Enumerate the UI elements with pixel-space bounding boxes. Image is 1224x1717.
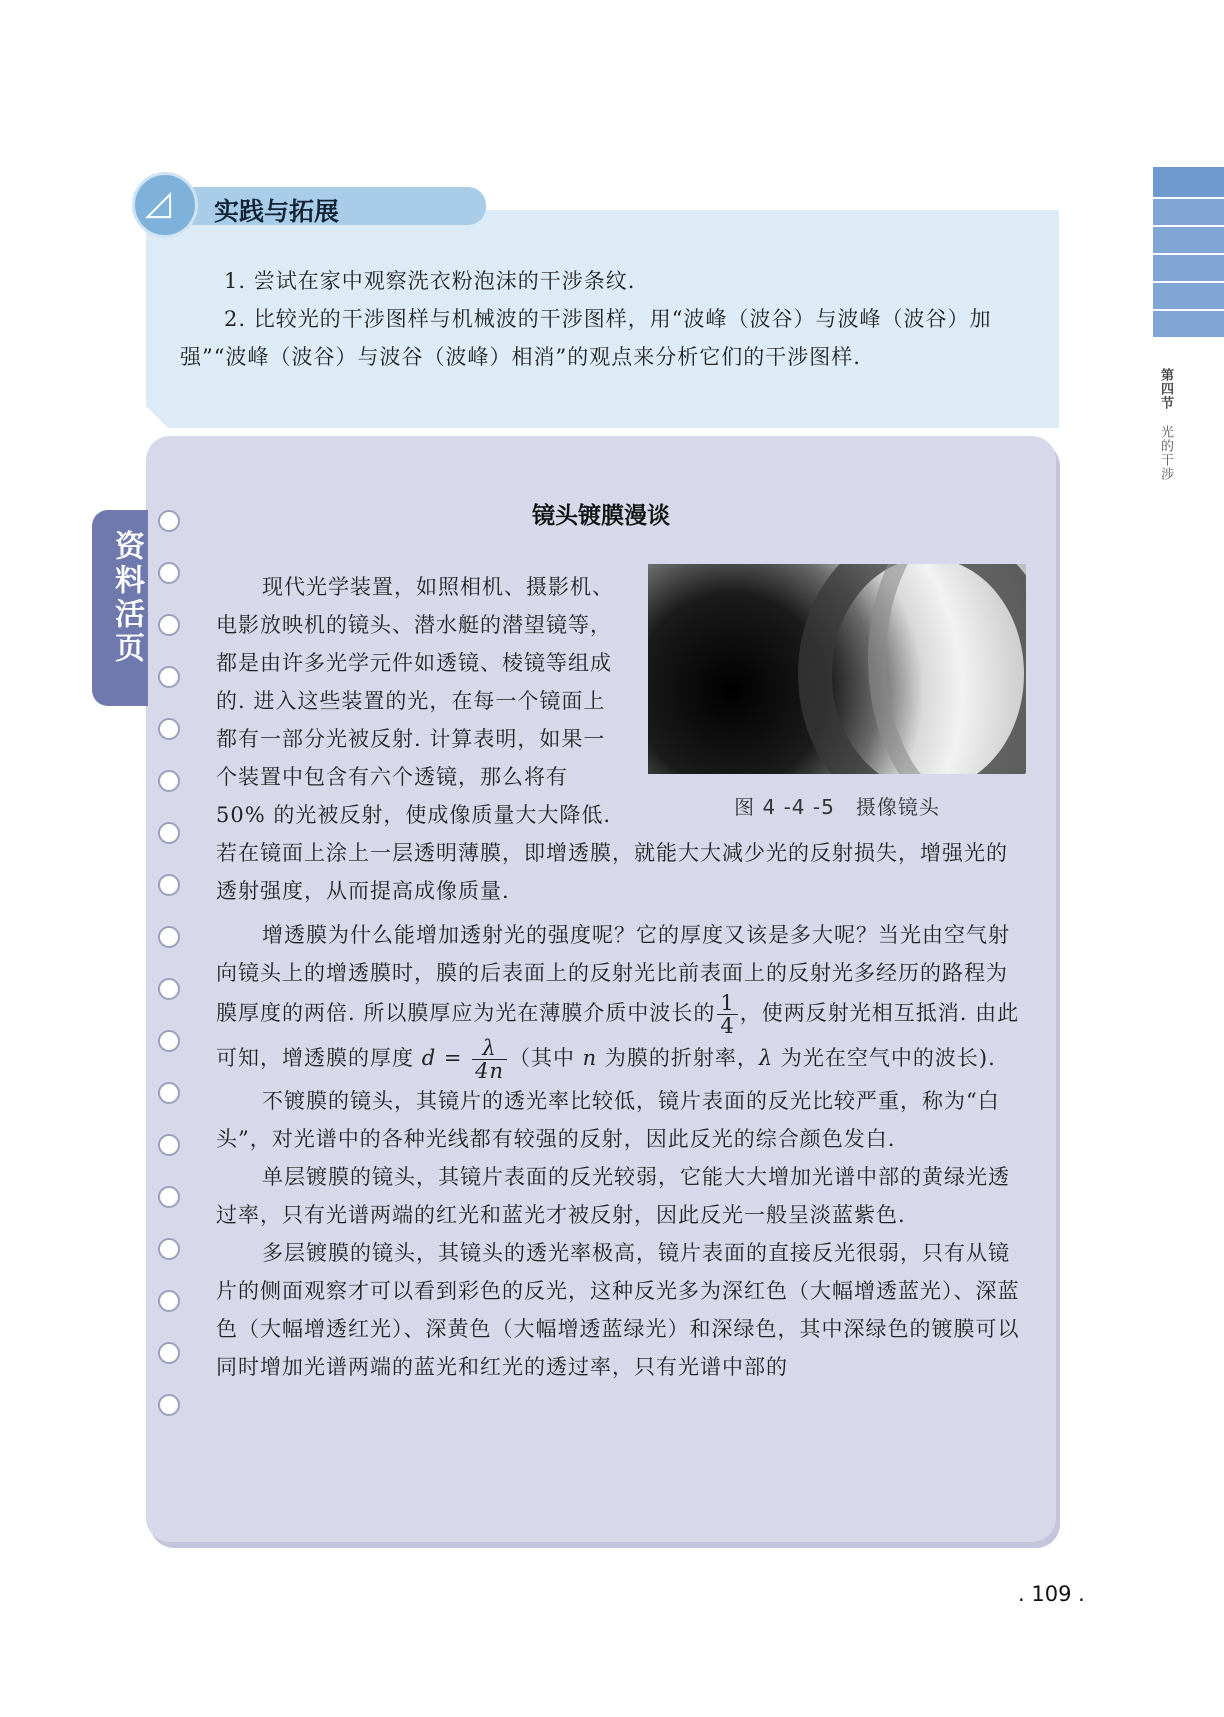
info-tab: [92, 510, 148, 706]
paragraph: 单层镀膜的镜头，其镜片表面的反光较弱，它能大大增加光谱中部的黄绿光透过率，只有光谱两端的红光和蓝光才被反射，因此反光一般呈淡蓝紫色.: [216, 1165, 1010, 1227]
figure: [648, 564, 1026, 826]
paragraph: 现代光学装置，如照相机、摄影机、电影放映机的镜头、潜水艇的潜望镜等，都是由许多光学元件如透镜、棱镜等组成的. 进入这些装置的光，在每一个镜面上都有一部分光被反射. 计算表明，如果一个装置中包含有六个透镜，那么将有 50% 的光被反射，使成像质量大大降低. 若在镜面上涂上一层透明薄膜，即增透膜，就能大大减少光的反射损失，增强光的透射强度，从而提高成像质量.: [216, 575, 1008, 903]
side-tab: [1153, 227, 1224, 253]
info-tab-label: 资料活页: [109, 530, 144, 666]
binder-ring: [158, 770, 180, 792]
binder-ring: [158, 1394, 180, 1416]
practice-item: 1. 尝试在家中观察洗衣粉泡沫的干涉条纹.: [224, 269, 636, 293]
paragraph-text: 为光在空气中的波长).: [773, 1046, 996, 1070]
binder-ring: [158, 1030, 180, 1052]
binder-ring: [158, 1342, 180, 1364]
math-variable: λ: [758, 1046, 774, 1070]
section-caption: [1153, 368, 1175, 481]
binder-ring: [158, 1290, 180, 1312]
binder-ring: [158, 1082, 180, 1104]
binder-ring: [158, 614, 180, 636]
lens-ring: [868, 564, 1026, 774]
section-title: 光的干涉: [1158, 425, 1173, 482]
binder-ring: [158, 1186, 180, 1208]
ruler-icon: ◿: [132, 172, 198, 238]
fraction: [717, 992, 737, 1037]
binder-ring: [158, 1134, 180, 1156]
practice-heading-pill: [190, 187, 486, 225]
camera-lens-photo: [648, 564, 1026, 774]
math-variable: n: [582, 1046, 598, 1070]
fraction-denominator: 4: [720, 1014, 735, 1038]
binder-ring: [158, 666, 180, 688]
paragraph: [216, 916, 1026, 1082]
article-title: 镜头镀膜漫谈: [532, 503, 670, 529]
binder-ring: [158, 718, 180, 740]
chapter-side-tabs: [1153, 167, 1224, 339]
binder-ring: [158, 978, 180, 1000]
math-operator: =: [436, 1046, 471, 1070]
fraction-denominator: 4n: [475, 1059, 504, 1083]
fraction-numerator: λ: [472, 1037, 507, 1060]
binder-ring: [158, 874, 180, 896]
fraction-numerator: 1: [717, 992, 737, 1015]
side-tab: [1153, 283, 1224, 309]
page-number: . 109 .: [1018, 1582, 1085, 1606]
binder-ring: [158, 926, 180, 948]
practice-heading: 实践与拓展: [214, 197, 340, 226]
paragraph: 多层镀膜的镜头，其镜头的透光率极高，镜片表面的直接反光很弱，只有从镜片的侧面观察才可以看到彩色的反光，这种反光多为深红色（大幅增透蓝光）、深蓝色（大幅增透红光）、深黄色（大幅增透蓝绿光）和深绿色，其中深绿色的镀膜可以同时增加光谱两端的蓝光和红光的透过率，只有光谱中部的: [216, 1241, 1020, 1379]
side-tab: [1153, 167, 1224, 197]
binder-rings: [158, 510, 186, 1446]
practice-item: 2. 比较光的干涉图样与机械波的干涉图样，用“波峰（波谷）与波峰（波谷）加强”“波峰（波谷）与波谷（波峰）相消”的观点来分析它们的干涉图样.: [180, 307, 992, 369]
section-number: 第四节: [1158, 368, 1173, 410]
math-variable: d: [421, 1046, 437, 1070]
side-tab: [1153, 199, 1224, 225]
figure-caption: 图 4 -4 -5 摄像镜头: [734, 795, 940, 819]
article-body: [216, 568, 1026, 1386]
paragraph-text: 为膜的折射率，: [597, 1046, 759, 1070]
paragraph-text: ，使两反射光相互抵消. 由此可知，增透膜的厚度: [216, 1001, 1020, 1070]
paragraph-text: （其中: [508, 1046, 583, 1070]
fraction: [472, 1037, 507, 1082]
side-tab: [1153, 311, 1224, 337]
paragraph-text: 增透膜为什么能增加透射光的强度呢？它的厚度又该是多大呢？当光由空气射向镜头上的增透膜时，膜的后表面上的反射光比前表面上的反射光多经历的路程为膜厚度的两倍. 所以膜厚应为光在薄膜介质中波长的: [216, 923, 1010, 1025]
side-tab: [1153, 255, 1224, 281]
binder-ring: [158, 1238, 180, 1260]
binder-ring: [158, 562, 180, 584]
binder-ring: [158, 822, 180, 844]
practice-items: [180, 262, 1032, 376]
paragraph: 不镀膜的镜头，其镜片的透光率比较低，镜片表面的反光比较严重，称为“白头”，对光谱中的各种光线都有较强的反射，因此反光的综合颜色发白.: [216, 1089, 1000, 1151]
